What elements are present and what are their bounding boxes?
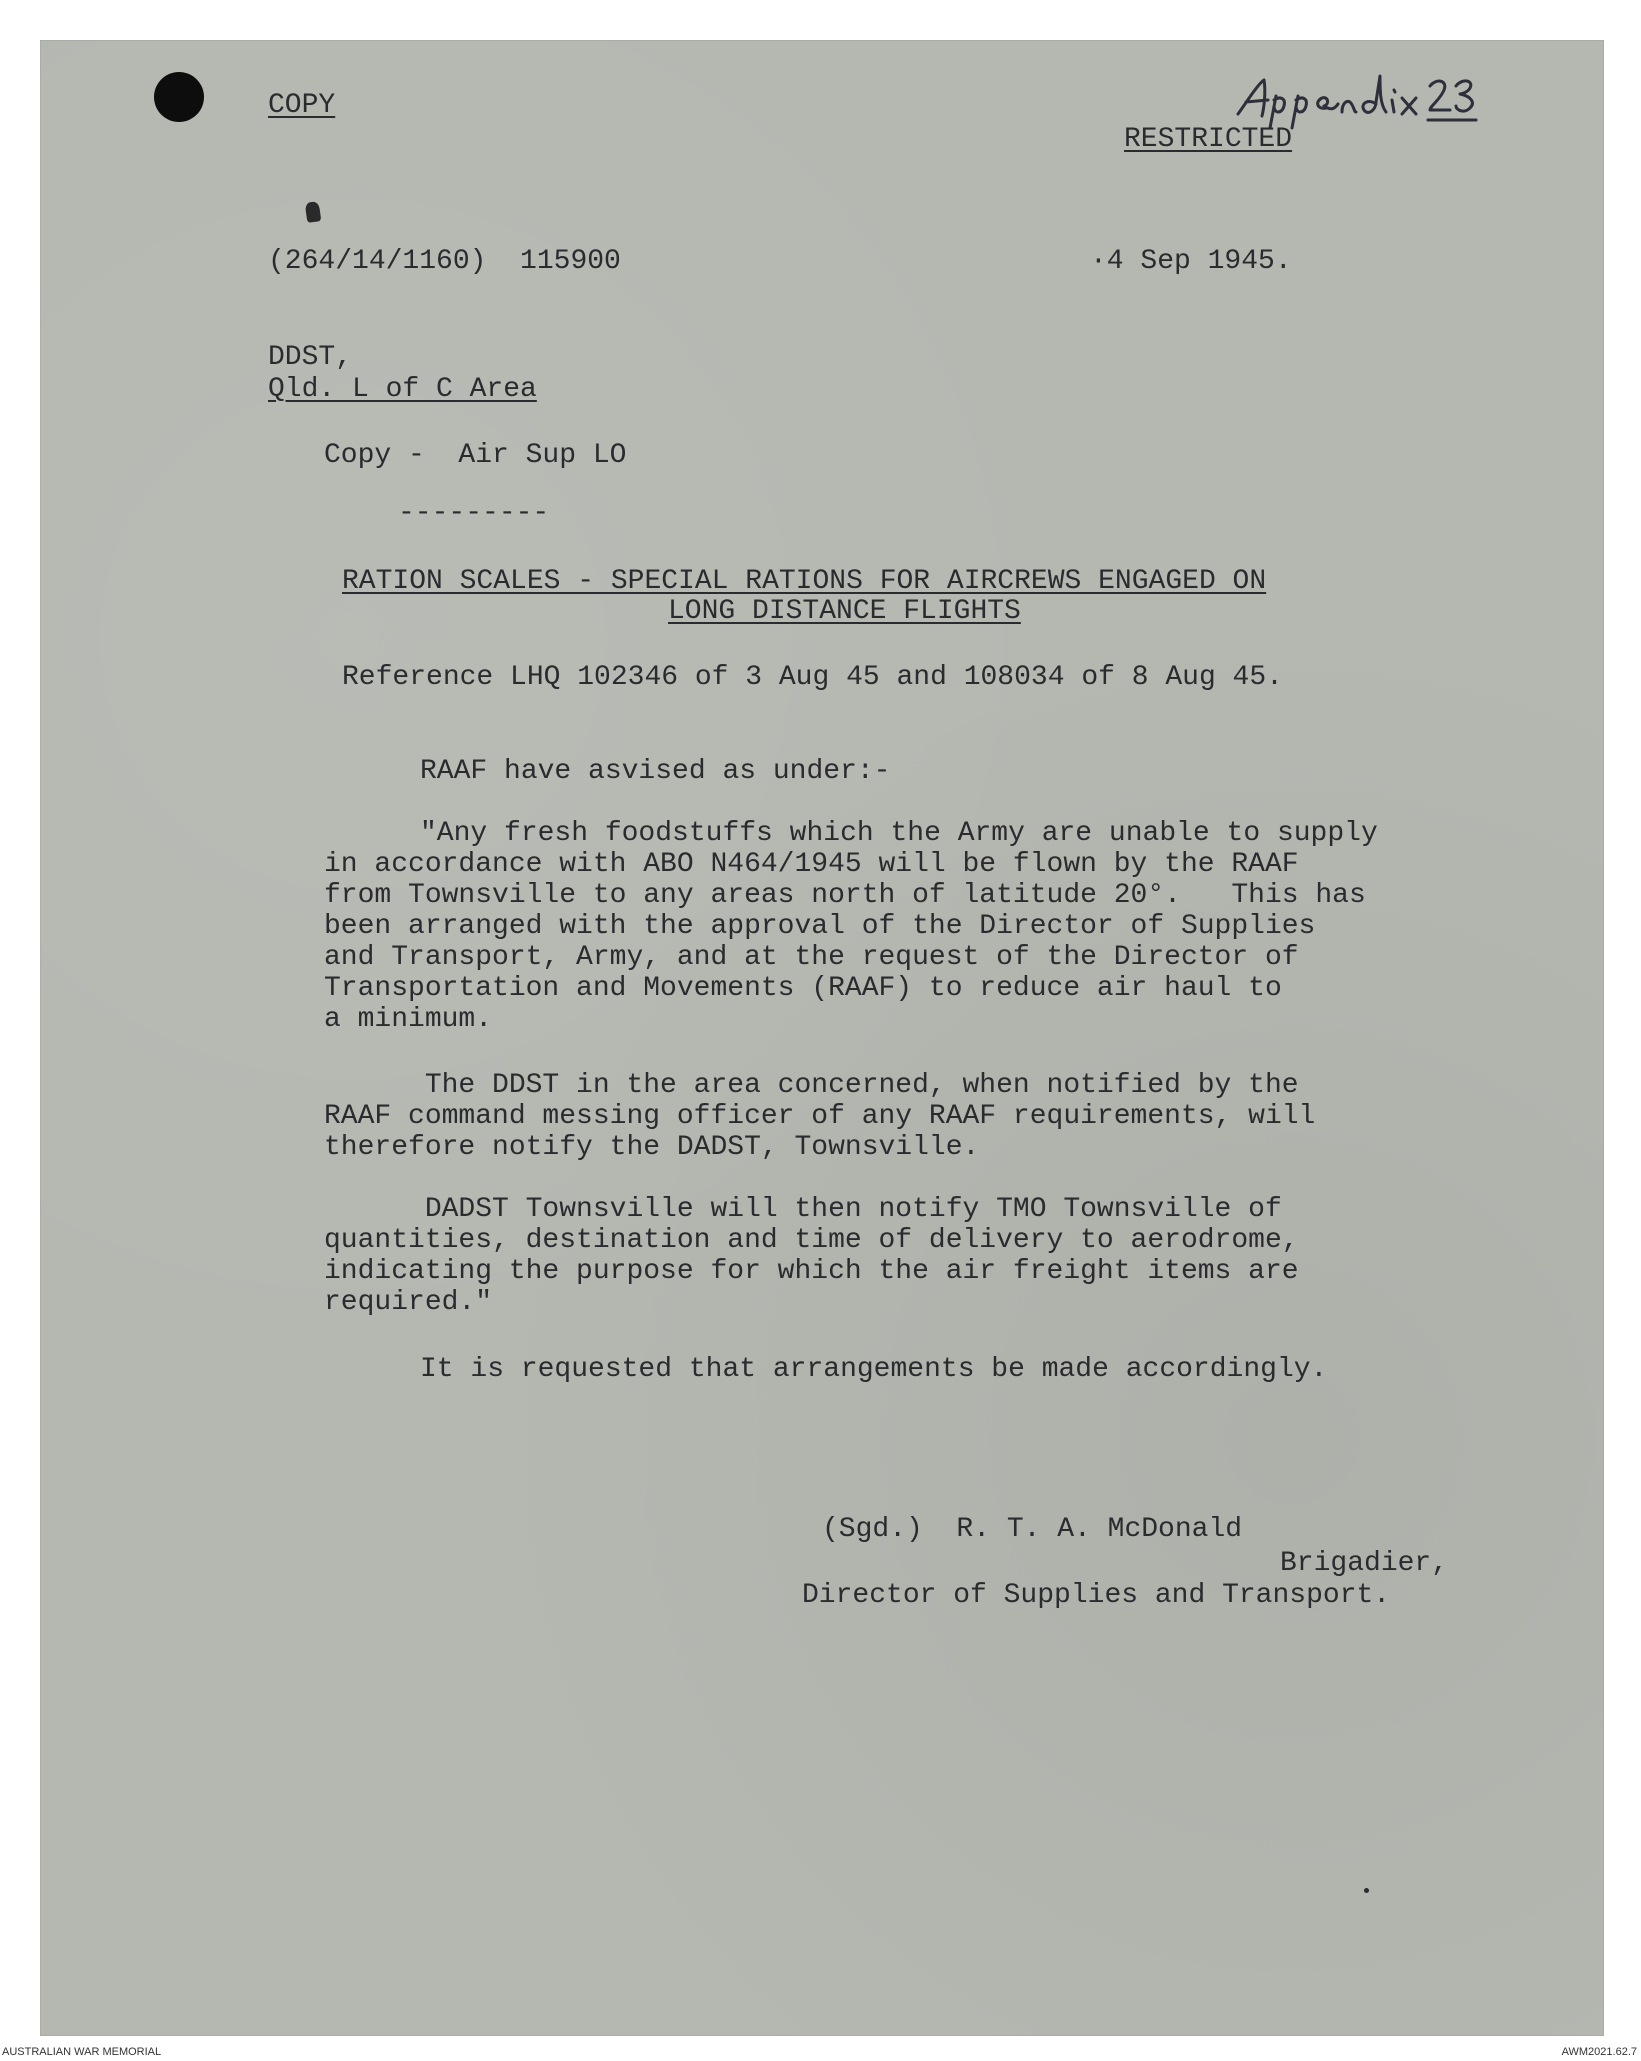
handwritten-annotation	[1230, 70, 1480, 130]
footer-accession-number: AWM2021.62.7	[1561, 2046, 1637, 2058]
signature-rank: Brigadier,	[1280, 1548, 1449, 1579]
paragraph-2	[324, 1070, 1315, 1163]
closing-line: It is requested that arrangements be made accordingly.	[420, 1354, 1328, 1385]
addressee-line2: Qld. L of C Area	[268, 374, 537, 405]
file-reference: (264/14/1160) 115900	[268, 246, 621, 277]
signature-title: Director of Supplies and Transport.	[802, 1580, 1391, 1611]
paragraph-1-line: "Any fresh foodstuffs which the Army are unable to supply	[420, 818, 1378, 849]
paragraph-1-line: from Townsville to any areas north of latitude 20°. This has	[324, 880, 1366, 911]
paragraph-1-line: in accordance with ABO N464/1945 will be flown by the RAAF	[324, 849, 1299, 880]
typed-letter-sheet	[40, 40, 1604, 2036]
paragraph-1-line: been arranged with the approval of the Director of Supplies	[324, 911, 1316, 942]
addressee-line1: DDST,	[268, 342, 353, 373]
paragraph-2-line: therefore notify the DADST, Townsville.	[324, 1132, 980, 1163]
copy-to-underline: ---------	[398, 498, 550, 529]
paragraph-3-line: quantities, destination and time of delivery to aerodrome,	[324, 1225, 1299, 1256]
subject-line1: RATION SCALES - SPECIAL RATIONS FOR AIRCREWS ENGAGED ON	[342, 566, 1267, 597]
subject-line2: LONG DISTANCE FLIGHTS	[668, 596, 1021, 627]
paragraph-1-line: Transportation and Movements (RAAF) to reduce air haul to	[324, 973, 1282, 1004]
classification-label: RESTRICTED	[1124, 124, 1293, 155]
paragraph-1-line: and Transport, Army, and at the request of the Director of	[324, 942, 1299, 973]
paragraph-3	[324, 1194, 1299, 1318]
paragraph-2-line: The DDST in the area concerned, when notified by the	[324, 1070, 1299, 1101]
intro-line: RAAF have asvised as under:-	[420, 756, 891, 787]
paragraph-2-line: RAAF command messing officer of any RAAF requirements, will	[324, 1101, 1316, 1132]
paragraph-3-line: DADST Townsville will then notify TMO Townsville of	[324, 1194, 1282, 1225]
paragraph-1-line: a minimum.	[324, 1004, 493, 1035]
document-date: ·4 Sep 1945.	[1090, 246, 1292, 277]
paragraph-3-line: required."	[324, 1287, 493, 1318]
paragraph-3-line: indicating the purpose for which the air freight items are	[324, 1256, 1299, 1287]
copy-to-line: Copy - Air Sup LO	[324, 440, 627, 471]
punch-hole	[154, 72, 204, 122]
footer-institution: AUSTRALIAN WAR MEMORIAL	[2, 2046, 162, 2058]
signature-name: (Sgd.) R. T. A. McDonald	[822, 1514, 1243, 1545]
paragraph-1	[324, 818, 1378, 1035]
paper-speck	[1364, 1888, 1369, 1893]
copy-label: COPY	[268, 90, 336, 121]
reference-text: Reference LHQ 102346 of 3 Aug 45 and 108034 of 8 Aug 45.	[342, 662, 1283, 693]
